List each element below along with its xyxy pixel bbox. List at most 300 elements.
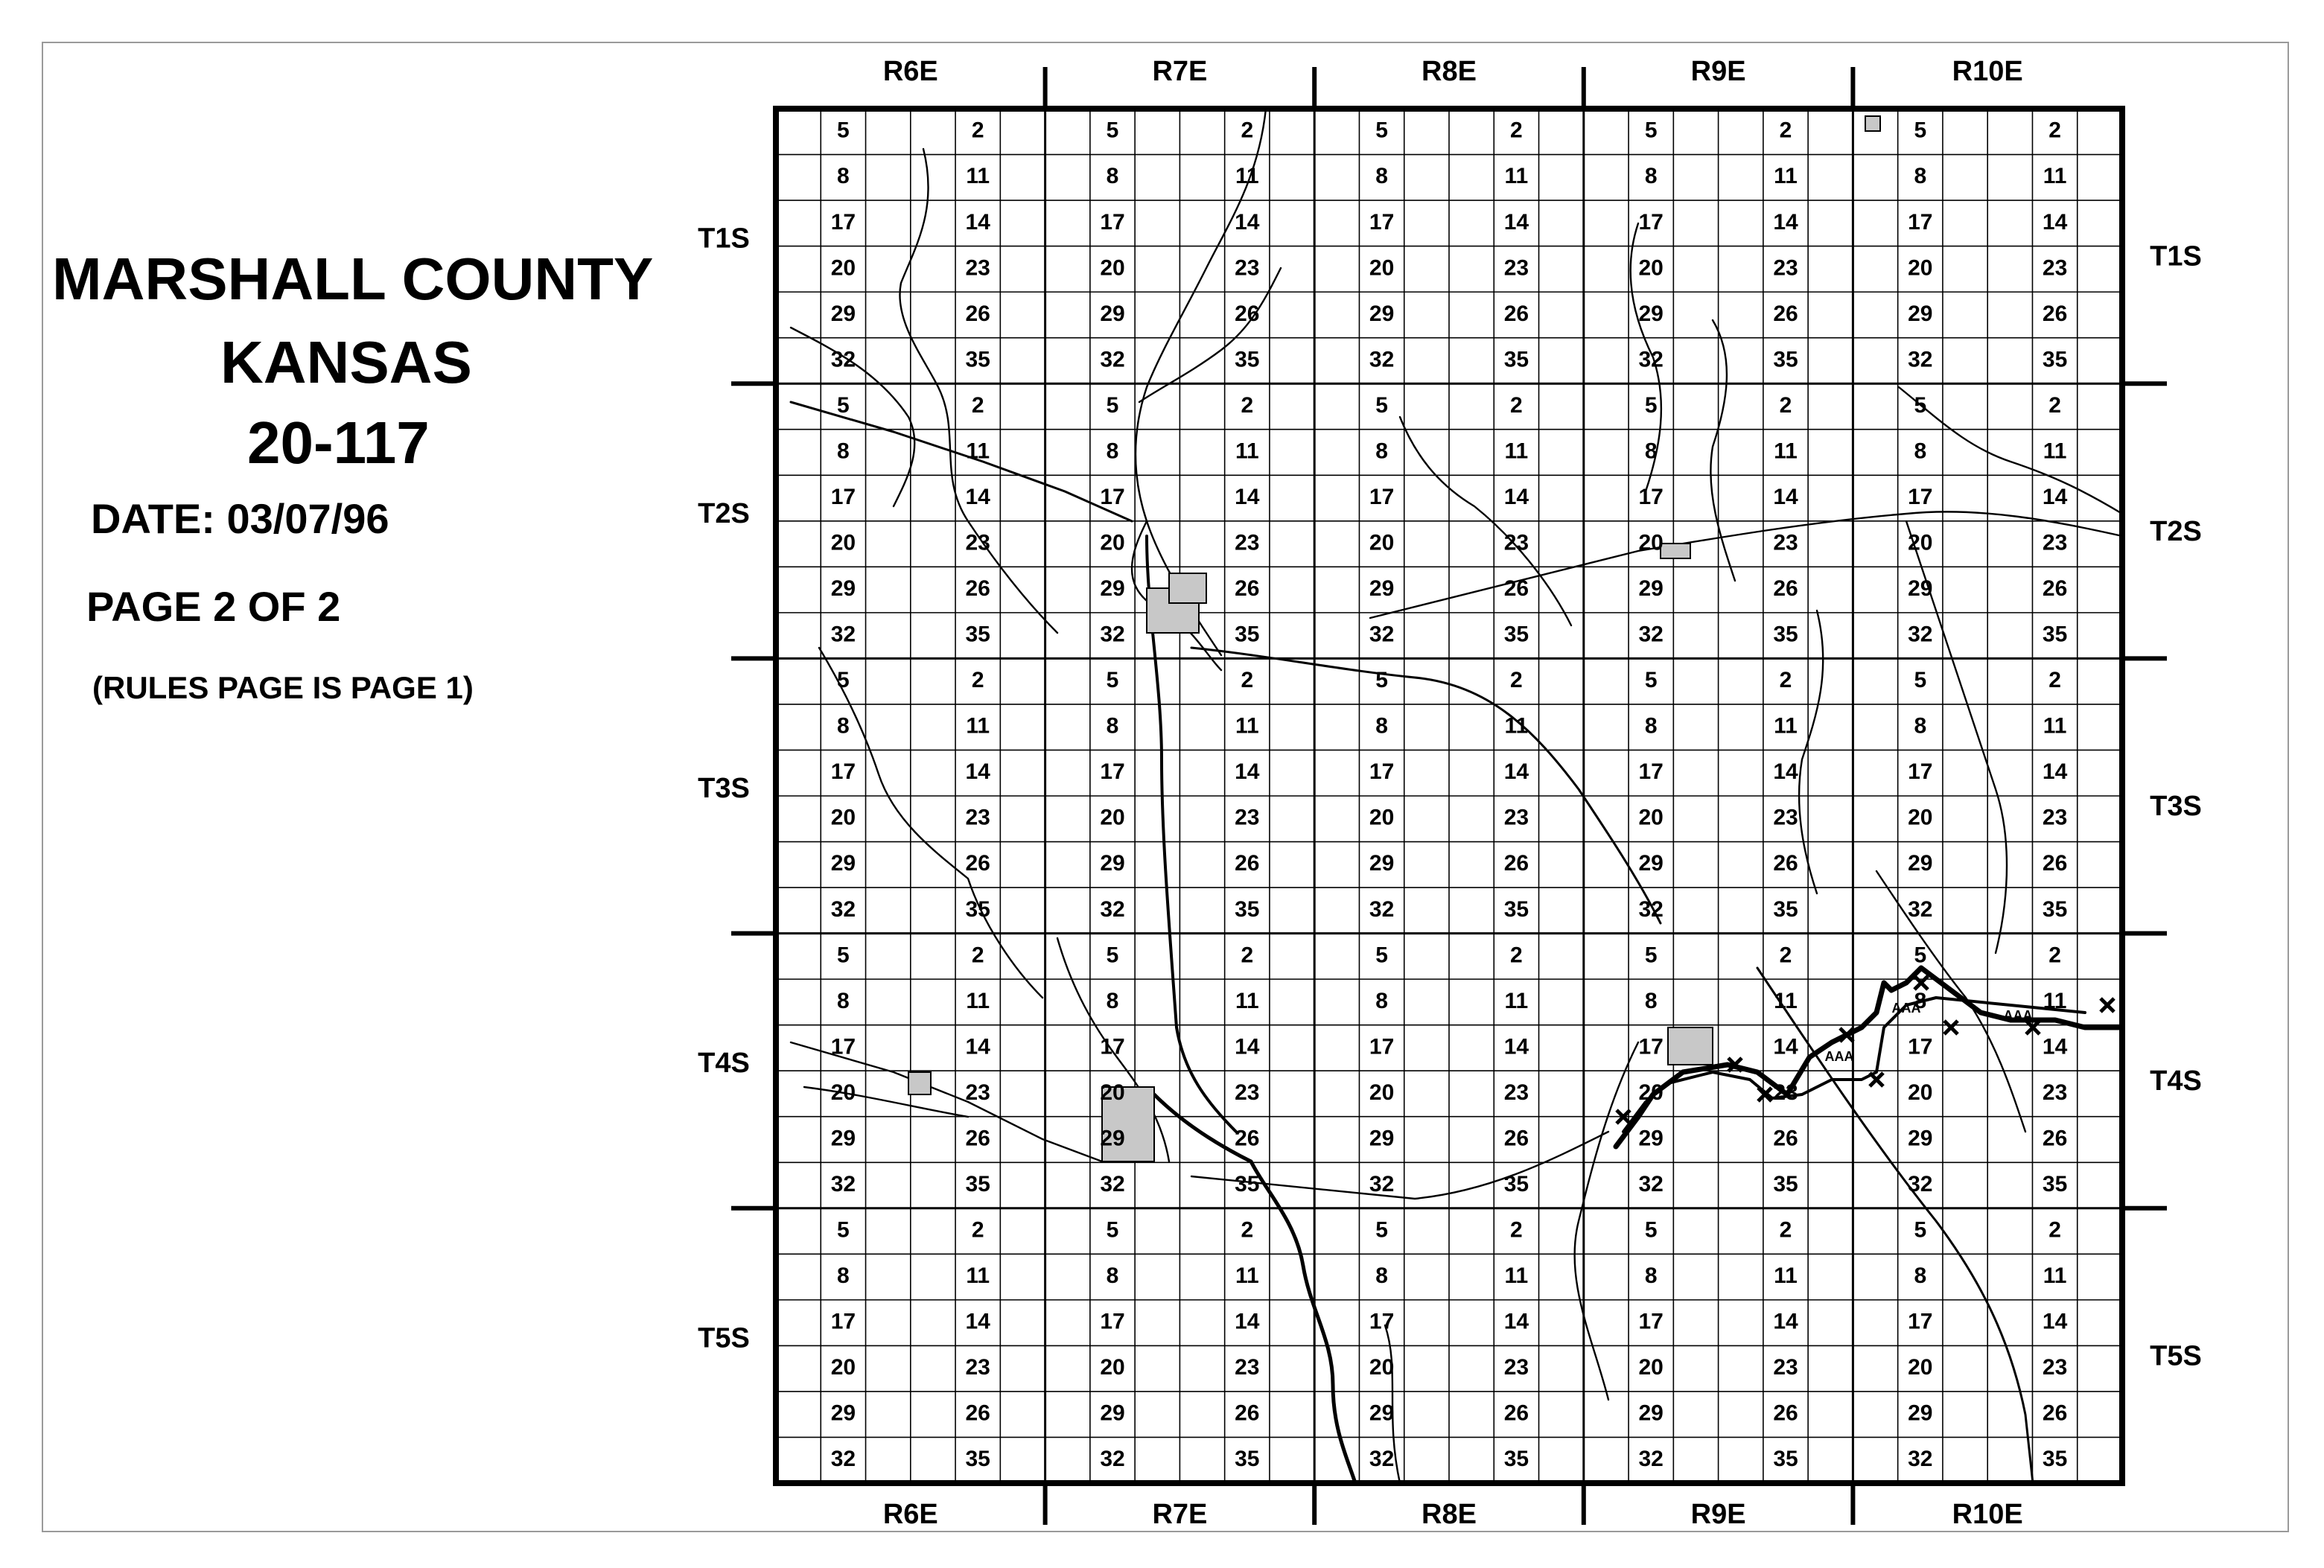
section-number: 14 [2042, 1309, 2068, 1334]
section-number: 8 [1914, 1263, 1927, 1289]
section-number: 5 [1106, 118, 1119, 143]
section-number: 23 [1773, 530, 1798, 555]
section-number: 5 [1375, 668, 1388, 693]
section-number: 29 [1369, 851, 1395, 876]
section-number: 23 [1773, 1355, 1798, 1380]
section-number: 20 [1369, 1355, 1395, 1380]
section-number: 2 [2048, 943, 2061, 968]
section-number: 20 [1369, 1080, 1395, 1105]
section-number: 23 [965, 805, 990, 830]
section-number: 26 [1503, 576, 1529, 602]
section-number: 23 [1503, 255, 1529, 281]
section-number: 17 [1908, 1309, 1933, 1334]
section-number: 32 [1638, 622, 1664, 647]
section-number: 17 [1908, 1034, 1933, 1059]
section-number: 29 [1638, 1126, 1664, 1151]
section-number: 11 [966, 439, 990, 464]
section-number: 20 [1638, 255, 1664, 281]
section-number: 5 [1375, 943, 1388, 968]
section-number: 32 [1369, 1447, 1395, 1472]
section-number: 35 [1773, 1171, 1798, 1196]
section-number: 32 [830, 896, 856, 922]
section-number: 8 [837, 988, 850, 1013]
section-number: 20 [1638, 1355, 1664, 1380]
section-number: 8 [1106, 713, 1119, 739]
range-label-top: R7E [1152, 56, 1208, 88]
section-number: 32 [830, 1171, 856, 1196]
section-number: 32 [1100, 1171, 1125, 1196]
section-number: 2 [1779, 943, 1792, 968]
section-number: 32 [1638, 347, 1664, 372]
section-number: 20 [1908, 1355, 1933, 1380]
section-number: 5 [837, 1217, 850, 1243]
page-number: PAGE 2 OF 2 [86, 583, 341, 630]
section-number: 23 [1235, 530, 1260, 555]
section-number: 35 [1773, 347, 1798, 372]
section-number: 11 [1235, 439, 1259, 464]
section-number: 23 [1503, 805, 1529, 830]
section-number: 29 [1908, 1400, 1933, 1426]
section-number: 11 [1235, 713, 1259, 739]
section-number: 14 [1503, 1309, 1529, 1334]
section-number: 2 [1510, 1217, 1523, 1243]
section-number: 35 [965, 1171, 990, 1196]
range-label-top: R8E [1422, 56, 1477, 88]
section-number: 14 [965, 1309, 990, 1334]
section-number: 29 [830, 576, 856, 602]
section-number: 5 [1644, 668, 1658, 693]
township-label-left: T5S [698, 1322, 750, 1354]
section-number: 17 [1908, 484, 1933, 509]
section-number: 35 [1773, 622, 1798, 647]
section-number: 11 [1774, 1263, 1798, 1289]
section-number: 11 [1774, 439, 1798, 464]
section-number: 20 [1908, 805, 1933, 830]
map-annotation: AAA [1891, 1000, 1921, 1016]
section-number: 5 [837, 392, 850, 418]
section-number: 23 [2042, 1355, 2068, 1380]
section-number: 35 [2042, 622, 2068, 647]
section-number: 5 [1375, 118, 1388, 143]
section-number: 8 [837, 164, 850, 189]
section-number: 26 [965, 1126, 990, 1151]
section-number: 11 [966, 164, 990, 189]
state-title: KANSAS [220, 329, 472, 395]
county-code: 20-117 [247, 409, 430, 476]
range-label-bottom: R8E [1422, 1499, 1477, 1531]
section-number: 29 [1638, 576, 1664, 602]
section-number: 26 [1773, 1400, 1798, 1426]
section-number: 2 [1510, 118, 1523, 143]
section-number: 11 [1774, 988, 1798, 1013]
section-number: 29 [830, 851, 856, 876]
section-number: 32 [1100, 896, 1125, 922]
section-number: 11 [1504, 1263, 1529, 1289]
section-number: 29 [1908, 576, 1933, 602]
section-number: 26 [2042, 1126, 2068, 1151]
section-number: 17 [830, 484, 856, 509]
section-number: 11 [1504, 439, 1529, 464]
section-number: 5 [1914, 943, 1927, 968]
section-number: 23 [965, 530, 990, 555]
section-number: 35 [1773, 1447, 1798, 1472]
section-number: 8 [1106, 988, 1119, 1013]
section-number: 20 [1908, 1080, 1933, 1105]
section-number: 14 [2042, 759, 2068, 785]
township-label-right: T1S [2150, 240, 2202, 273]
section-number: 5 [1644, 392, 1658, 418]
section-number: 14 [1503, 209, 1529, 235]
section-number: 29 [830, 301, 856, 326]
section-number: 8 [1914, 164, 1927, 189]
section-number: 17 [1369, 759, 1395, 785]
section-number: 17 [830, 209, 856, 235]
section-number: 11 [1774, 164, 1798, 189]
section-number: 2 [1779, 392, 1792, 418]
section-number: 35 [1235, 896, 1260, 922]
section-number: 2 [1241, 668, 1254, 693]
creek [1710, 320, 1735, 581]
section-number: 14 [1773, 209, 1798, 235]
section-number: 8 [1914, 439, 1927, 464]
section-number: 2 [2048, 668, 2061, 693]
section-number: 35 [1503, 1447, 1529, 1472]
section-number: 23 [1235, 255, 1260, 281]
section-number: 26 [1773, 1126, 1798, 1151]
section-number: 11 [2043, 439, 2067, 464]
range-label-top: R10E [1952, 56, 2023, 88]
section-number: 5 [1375, 1217, 1388, 1243]
boundary-marker [2101, 998, 2114, 1012]
section-number: 5 [1106, 392, 1119, 418]
section-number: 17 [1908, 759, 1933, 785]
section-number: 32 [1100, 1447, 1125, 1472]
section-number: 17 [1369, 484, 1395, 509]
section-number: 35 [965, 622, 990, 647]
section-number: 20 [1100, 530, 1125, 555]
section-number: 5 [1375, 392, 1388, 418]
range-label-top: R9E [1690, 56, 1746, 88]
section-number: 11 [966, 1263, 990, 1289]
section-number: 8 [1644, 164, 1658, 189]
section-number: 23 [2042, 255, 2068, 281]
section-number: 11 [1235, 988, 1259, 1013]
boundary-marker [1914, 976, 1928, 989]
section-number: 32 [1638, 1447, 1664, 1472]
section-number: 5 [837, 668, 850, 693]
railroad [1191, 648, 1661, 923]
section-number: 20 [1638, 530, 1664, 555]
section-number: 14 [1235, 484, 1260, 509]
county-title: MARSHALL COUNTY [52, 246, 654, 312]
section-number: 23 [2042, 805, 2068, 830]
section-number: 17 [830, 1034, 856, 1059]
section-number: 8 [1106, 1263, 1119, 1289]
section-number: 5 [1644, 1217, 1658, 1243]
section-number: 35 [1503, 1171, 1529, 1196]
section-number: 32 [1100, 347, 1125, 372]
township-label-right: T4S [2150, 1065, 2202, 1097]
section-number: 2 [1241, 1217, 1254, 1243]
grid-labels [698, 56, 2202, 1530]
boundary-marker [1870, 1073, 1883, 1086]
section-number: 29 [1369, 1400, 1395, 1426]
section-number: 32 [1908, 896, 1933, 922]
section-number: 26 [1235, 1126, 1260, 1151]
section-number: 32 [1908, 622, 1933, 647]
road [1370, 511, 2122, 618]
section-number: 20 [1369, 255, 1395, 281]
section-number: 17 [1100, 484, 1125, 509]
section-number: 2 [1779, 668, 1792, 693]
section-number: 32 [1369, 896, 1395, 922]
section-number: 2 [1510, 668, 1523, 693]
section-number: 2 [1779, 1217, 1792, 1243]
section-number: 23 [2042, 1080, 2068, 1105]
section-number: 17 [1638, 1034, 1664, 1059]
section-number: 17 [1100, 209, 1125, 235]
section-number: 8 [1644, 439, 1658, 464]
section-number: 8 [837, 713, 850, 739]
section-number: 8 [1644, 988, 1658, 1013]
section-number: 23 [1503, 530, 1529, 555]
town-area [1169, 573, 1206, 603]
section-number: 29 [1638, 851, 1664, 876]
section-number: 35 [1503, 347, 1529, 372]
section-number: 14 [1773, 1034, 1798, 1059]
section-number: 17 [1638, 1309, 1664, 1334]
boundary-marker [1944, 1021, 1958, 1034]
section-number: 26 [1503, 301, 1529, 326]
township-label-left: T3S [698, 773, 750, 805]
section-number: 2 [1779, 118, 1792, 143]
section-number: 8 [1914, 713, 1927, 739]
range-label-bottom: R7E [1152, 1499, 1208, 1531]
section-number: 29 [1100, 851, 1125, 876]
section-number: 26 [1235, 851, 1260, 876]
section-number: 14 [1773, 1309, 1798, 1334]
section-number: 17 [1369, 1309, 1395, 1334]
section-number: 14 [1235, 759, 1260, 785]
section-number: 14 [965, 484, 990, 509]
section-number: 23 [965, 1355, 990, 1380]
section-number: 2 [1241, 118, 1254, 143]
section-number: 26 [965, 1400, 990, 1426]
section-number: 29 [1638, 1400, 1664, 1426]
section-number: 23 [1503, 1355, 1529, 1380]
range-label-bottom: R9E [1690, 1499, 1746, 1531]
map-annotation: AAA [1824, 1048, 1854, 1064]
section-number: 14 [2042, 209, 2068, 235]
section-number: 17 [1100, 1034, 1125, 1059]
section-number: 2 [971, 392, 984, 418]
section-number: 32 [1908, 347, 1933, 372]
section-number: 20 [1369, 530, 1395, 555]
section-number: 5 [1644, 943, 1658, 968]
section-number: 23 [2042, 530, 2068, 555]
section-number: 2 [1510, 392, 1523, 418]
section-number: 23 [1235, 805, 1260, 830]
section-number: 26 [965, 851, 990, 876]
section-number: 17 [1369, 209, 1395, 235]
section-number: 26 [1503, 851, 1529, 876]
town-area [1865, 116, 1880, 131]
section-number: 17 [1100, 759, 1125, 785]
section-number: 23 [1235, 1355, 1260, 1380]
section-number: 11 [1235, 1263, 1259, 1289]
section-number: 2 [1510, 943, 1523, 968]
section-number: 8 [1914, 988, 1927, 1013]
section-number: 11 [1235, 164, 1259, 189]
river [1251, 1161, 1355, 1483]
section-number: 20 [830, 255, 856, 281]
section-number: 11 [1774, 713, 1798, 739]
range-label-top: R6E [882, 56, 938, 88]
section-number: 2 [1241, 392, 1254, 418]
section-number: 11 [2043, 1263, 2067, 1289]
section-number: 23 [965, 255, 990, 281]
section-number: 5 [837, 943, 850, 968]
section-number: 20 [830, 805, 856, 830]
range-label-bottom: R6E [882, 1499, 938, 1531]
section-number: 14 [1503, 484, 1529, 509]
township-label-left: T4S [698, 1048, 750, 1080]
section-number: 2 [971, 943, 984, 968]
section-number: 29 [1638, 301, 1664, 326]
section-number: 26 [1773, 576, 1798, 602]
section-number: 2 [2048, 392, 2061, 418]
section-number: 14 [2042, 484, 2068, 509]
section-number: 14 [965, 1034, 990, 1059]
section-number: 5 [1106, 1217, 1119, 1243]
section-number: 8 [837, 1263, 850, 1289]
section-number: 11 [1504, 713, 1529, 739]
rules-note: (RULES PAGE IS PAGE 1) [92, 670, 474, 705]
section-number: 5 [1914, 668, 1927, 693]
section-number: 20 [1100, 255, 1125, 281]
section-number: 32 [830, 622, 856, 647]
section-number: 20 [1100, 1080, 1125, 1105]
railroad [1757, 968, 2033, 1483]
section-number: 2 [1241, 943, 1254, 968]
section-number: 8 [1644, 713, 1658, 739]
section-number: 26 [2042, 1400, 2068, 1426]
section-number: 5 [1914, 118, 1927, 143]
section-number: 29 [830, 1400, 856, 1426]
section-number: 26 [1235, 576, 1260, 602]
section-number: 23 [1773, 1080, 1798, 1105]
section-number: 11 [2043, 988, 2067, 1013]
range-label-bottom: R10E [1952, 1499, 2023, 1531]
section-number: 35 [1503, 622, 1529, 647]
section-number: 26 [1503, 1126, 1529, 1151]
section-number: 29 [1100, 1400, 1125, 1426]
section-number: 23 [965, 1080, 990, 1105]
section-number: 14 [1503, 759, 1529, 785]
section-number: 29 [1908, 851, 1933, 876]
section-number: 35 [1235, 1171, 1260, 1196]
section-number: 32 [1369, 347, 1395, 372]
section-number: 2 [971, 118, 984, 143]
section-number: 8 [1375, 988, 1388, 1013]
section-number: 2 [2048, 118, 2061, 143]
section-number: 32 [1100, 622, 1125, 647]
section-number: 23 [1503, 1080, 1529, 1105]
section-number: 8 [1644, 1263, 1658, 1289]
section-number: 20 [1369, 805, 1395, 830]
township-label-right: T2S [2150, 515, 2202, 547]
section-number: 35 [1235, 622, 1260, 647]
section-number: 35 [1773, 896, 1798, 922]
section-number: 32 [1908, 1447, 1933, 1472]
section-number: 32 [830, 1447, 856, 1472]
section-number: 20 [1100, 805, 1125, 830]
section-number: 35 [2042, 1447, 2068, 1472]
section-number: 29 [1100, 1126, 1125, 1151]
section-number: 35 [1235, 1447, 1260, 1472]
section-number: 14 [1773, 484, 1798, 509]
section-number: 5 [1914, 392, 1927, 418]
section-number: 17 [1638, 484, 1664, 509]
section-number: 26 [2042, 301, 2068, 326]
section-number: 14 [2042, 1034, 2068, 1059]
section-number: 8 [1106, 439, 1119, 464]
township-label-left: T2S [698, 497, 750, 529]
creek [1799, 611, 1823, 893]
section-number: 35 [1235, 347, 1260, 372]
section-number: 26 [2042, 851, 2068, 876]
section-number: 26 [1235, 301, 1260, 326]
section-number: 29 [1908, 1126, 1933, 1151]
section-number: 5 [837, 118, 850, 143]
section-number: 29 [1369, 301, 1395, 326]
section-number: 35 [965, 896, 990, 922]
section-number: 32 [1369, 1171, 1395, 1196]
map-annotation: AAA [2003, 1007, 2033, 1023]
section-number: 11 [1504, 988, 1529, 1013]
section-number: 17 [830, 759, 856, 785]
section-number: 8 [1106, 164, 1119, 189]
section-number: 32 [1638, 1171, 1664, 1196]
section-number: 14 [1235, 209, 1260, 235]
section-number: 32 [1638, 896, 1664, 922]
section-number: 5 [1106, 668, 1119, 693]
section-number: 20 [1100, 1355, 1125, 1380]
section-number: 8 [837, 439, 850, 464]
section-number: 8 [1375, 713, 1388, 739]
section-number: 29 [1100, 576, 1125, 602]
section-number: 35 [2042, 1171, 2068, 1196]
section-number: 20 [1638, 805, 1664, 830]
township-label-right: T5S [2150, 1340, 2202, 1372]
section-number: 17 [1369, 1034, 1395, 1059]
section-number: 11 [966, 988, 990, 1013]
section-number: 29 [830, 1126, 856, 1151]
section-number: 20 [1638, 1080, 1664, 1105]
section-number: 14 [965, 759, 990, 785]
section-number: 26 [1503, 1400, 1529, 1426]
section-number: 14 [1235, 1034, 1260, 1059]
section-number: 11 [966, 713, 990, 739]
section-number: 35 [965, 347, 990, 372]
section-number: 35 [965, 1447, 990, 1472]
section-number: 20 [830, 530, 856, 555]
section-number: 8 [1375, 164, 1388, 189]
section-number: 23 [1773, 805, 1798, 830]
section-number: 35 [1503, 896, 1529, 922]
section-number: 29 [1100, 301, 1125, 326]
section-number: 26 [965, 576, 990, 602]
